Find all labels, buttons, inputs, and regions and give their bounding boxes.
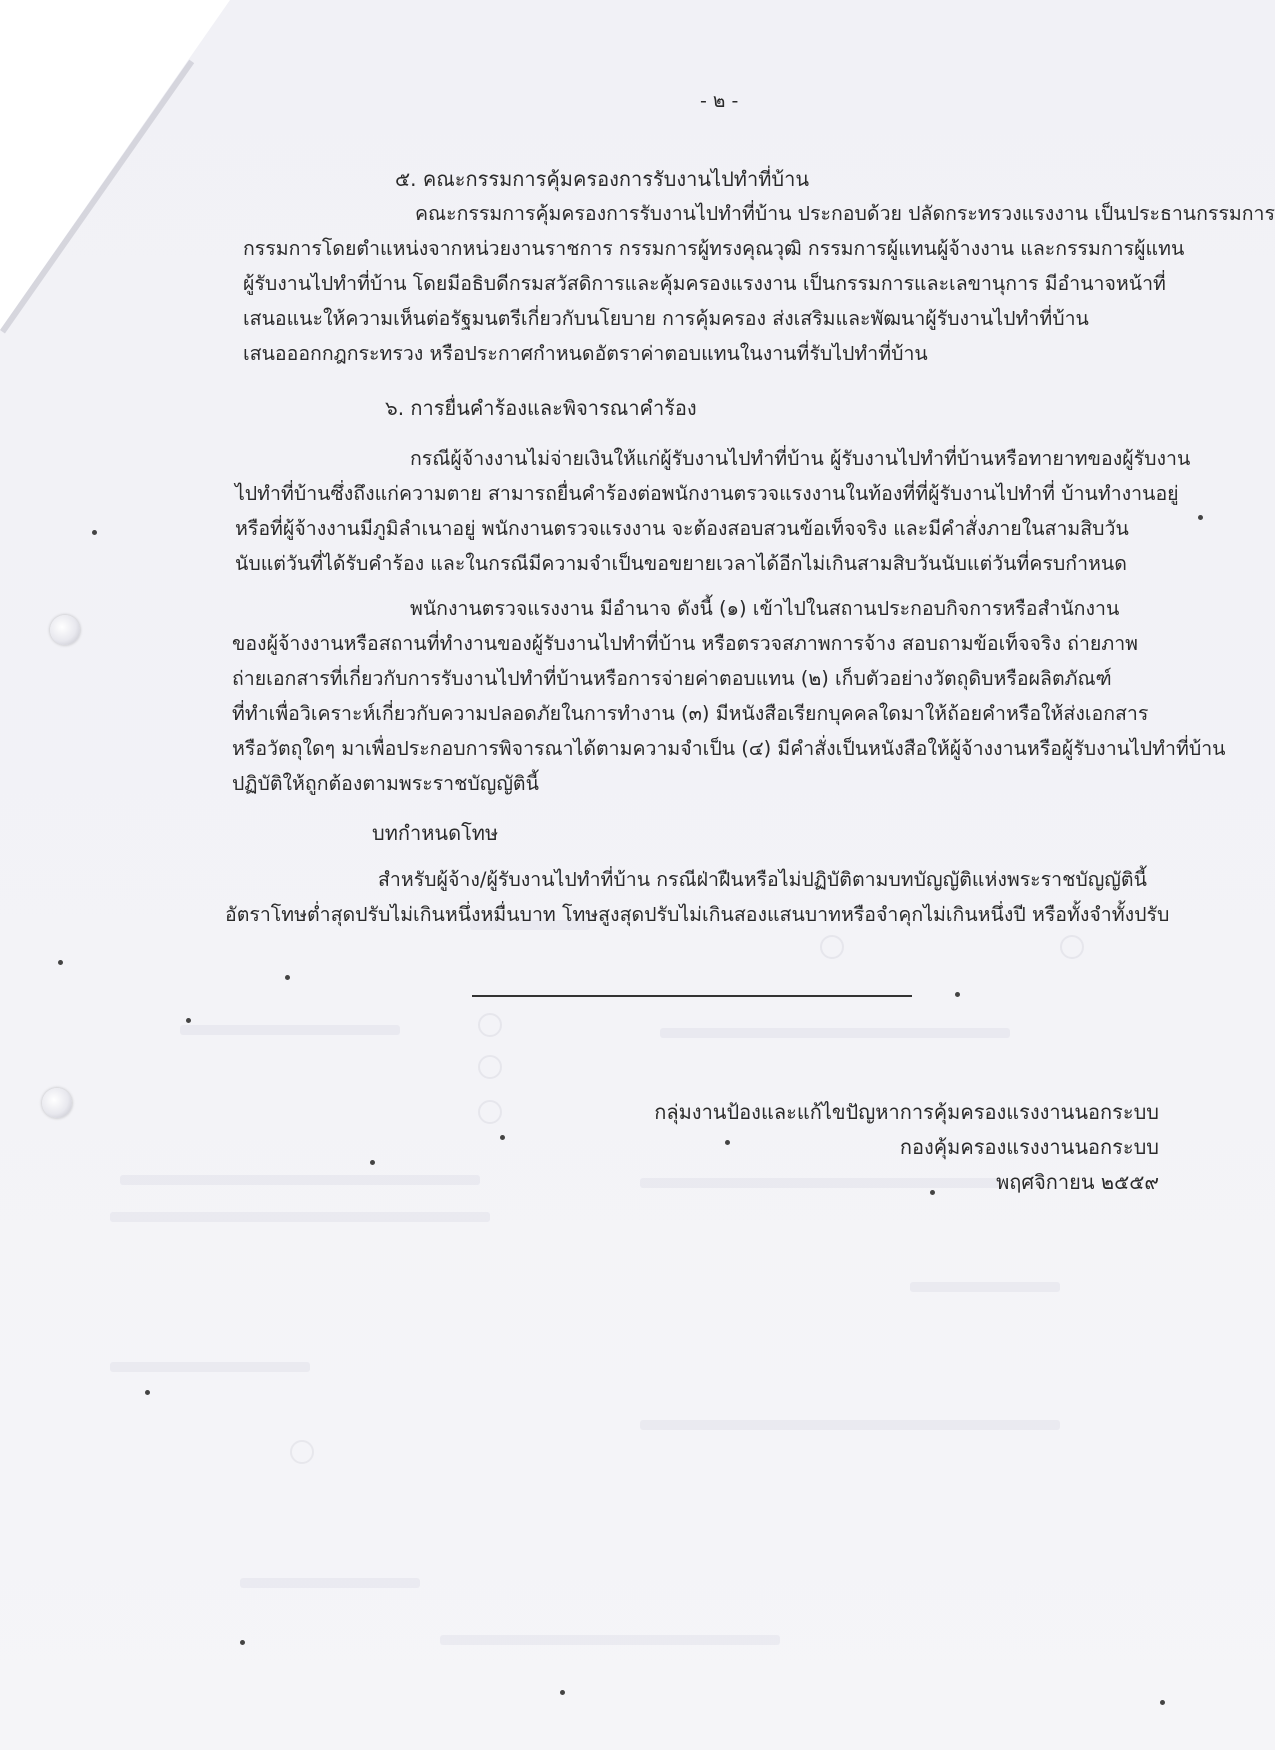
section-5-line: เสนอออกกฎกระทรวง หรือประกาศกำหนดอัตราค่าตอบแทนในงานที่รับไปทำที่บ้าน	[243, 342, 928, 365]
speck	[285, 975, 290, 980]
bleed-through-circle	[1060, 935, 1084, 959]
speck	[955, 992, 960, 997]
section-6-line: ถ่ายเอกสารที่เกี่ยวกับการรับงานไปทำที่บ้านหรือการจ่ายค่าตอบแทน (๒) เก็บตัวอย่างวัตถุดิบหรือผลิตภัณฑ์	[232, 667, 1112, 690]
footer-date: พฤศจิกายน ๒๕๕๙	[996, 1170, 1159, 1194]
section-6-line: ปฏิบัติให้ถูกต้องตามพระราชบัญญัตินี้	[232, 772, 539, 795]
bleed-through-mark	[440, 1635, 780, 1645]
speck	[725, 1140, 730, 1145]
footer-group: กลุ่มงานป้องและแก้ไขปัญหาการคุ้มครองแรงงานนอกระบบ	[654, 1100, 1159, 1124]
punch-hole	[50, 615, 80, 645]
section-5-line: คณะกรรมการคุ้มครองการรับงานไปทำที่บ้าน ประกอบด้วย ปลัดกระทรวงแรงงาน เป็นประธานกรรมการ	[415, 202, 1275, 225]
bleed-through-circle	[478, 1055, 502, 1079]
speck	[58, 960, 63, 965]
bleed-through-circle	[478, 1100, 502, 1124]
speck	[186, 1018, 191, 1023]
section-5-line: ผู้รับงานไปทำที่บ้าน โดยมีอธิบดีกรมสวัสดิการและคุ้มครองแรงงาน เป็นกรรมการและเลขานุการ มีอำนาจหน้าที่	[243, 272, 1166, 295]
speck	[92, 530, 97, 535]
penalty-line: สำหรับผู้จ้าง/ผู้รับงานไปทำที่บ้าน กรณีฝ่าฝืนหรือไม่ปฏิบัติตามบทบัญญัติแห่งพระราชบัญญัตินี้	[378, 868, 1147, 891]
speck	[930, 1190, 935, 1195]
bleed-through-mark	[240, 1578, 420, 1588]
page-number: - ๒ -	[700, 90, 739, 112]
bleed-through-mark	[640, 1420, 1060, 1430]
section-5-heading: ๕. คณะกรรมการคุ้มครองการรับงานไปทำที่บ้าน	[395, 167, 809, 191]
section-6-line: พนักงานตรวจแรงงาน มีอำนาจ ดังนี้ (๑) เข้าไปในสถานประกอบกิจการหรือสำนักงาน	[410, 597, 1120, 620]
separator-line	[472, 995, 912, 997]
speck	[370, 1160, 375, 1165]
section-6-line: ของผู้จ้างงานหรือสถานที่ทำงานของผู้รับงานไปทำที่บ้าน หรือตรวจสภาพการจ้าง สอบถามข้อเท็จจริง ถ่ายภาพ	[232, 632, 1138, 655]
section-6-heading: ๖. การยื่นคำร้องและพิจารณาคำร้อง	[385, 396, 697, 420]
punch-hole	[42, 1088, 72, 1118]
section-6-line: ที่ทำเพื่อวิเคราะห์เกี่ยวกับความปลอดภัยในการทำงาน (๓) มีหนังสือเรียกบุคคลใดมาให้ถ้อยคำหรือให้ส่งเอกสาร	[232, 702, 1149, 725]
bleed-through-circle	[290, 1440, 314, 1464]
section-6-line: กรณีผู้จ้างงานไม่จ่ายเงินให้แก่ผู้รับงานไปทำที่บ้าน ผู้รับงานไปทำที่บ้านหรือทายาทของผู้รับงาน	[410, 447, 1191, 470]
bleed-through-circle	[820, 935, 844, 959]
speck	[1160, 1700, 1165, 1705]
section-6-line: หรือที่ผู้จ้างงานมีภูมิลำเนาอยู่ พนักงานตรวจแรงงาน จะต้องสอบสวนข้อเท็จจริง และมีคำสั่งภายในสามสิบวัน	[235, 517, 1129, 540]
bleed-through-mark	[120, 1175, 480, 1185]
bleed-through-mark	[640, 1178, 1000, 1188]
bleed-through-mark	[110, 1362, 310, 1372]
speck	[1198, 515, 1203, 520]
speck	[560, 1690, 565, 1695]
bleed-through-mark	[910, 1282, 1060, 1292]
speck	[145, 1390, 150, 1395]
section-6-line: หรือวัตถุใดๆ มาเพื่อประกอบการพิจารณาได้ตามความจำเป็น (๔) มีคำสั่งเป็นหนังสือให้ผู้จ้างงานหรือผู้รับงานไปทำที่บ้าน	[232, 737, 1226, 760]
section-5-line: กรรมการโดยตำแหน่งจากหน่วยงานราชการ กรรมการผู้ทรงคุณวุฒิ กรรมการผู้แทนผู้จ้างงาน และกรรมการผู้แทน	[243, 237, 1185, 260]
bleed-through-circle	[478, 1013, 502, 1037]
bleed-through-mark	[110, 1212, 490, 1222]
speck	[240, 1640, 245, 1645]
speck	[500, 1135, 505, 1140]
penalty-line: อัตราโทษต่ำสุดปรับไม่เกินหนึ่งหมื่นบาท โทษสูงสุดปรับไม่เกินสองแสนบาทหรือจำคุกไม่เกินหนึ่งปี หรือทั้งจำทั้งปรับ	[225, 903, 1170, 926]
bleed-through-mark	[180, 1025, 400, 1035]
bleed-through-mark	[660, 1028, 1010, 1038]
section-6-line: ไปทำที่บ้านซึ่งถึงแก่ความตาย สามารถยื่นคำร้องต่อพนักงานตรวจแรงงานในท้องที่ที่ผู้รับงานไปทำที่ บ้านทำงานอยู่	[235, 482, 1179, 505]
section-6-line: นับแต่วันที่ได้รับคำร้อง และในกรณีมีความจำเป็นขอขยายเวลาได้อีกไม่เกินสามสิบวันนับแต่วันที่ครบกำหนด	[235, 552, 1127, 575]
footer-division: กองคุ้มครองแรงงานนอกระบบ	[899, 1135, 1159, 1159]
section-5-line: เสนอแนะให้ความเห็นต่อรัฐมนตรีเกี่ยวกับนโยบาย การคุ้มครอง ส่งเสริมและพัฒนาผู้รับงานไปทำที่บ้าน	[243, 307, 1089, 330]
penalty-heading: บทกำหนดโทษ	[372, 821, 499, 845]
